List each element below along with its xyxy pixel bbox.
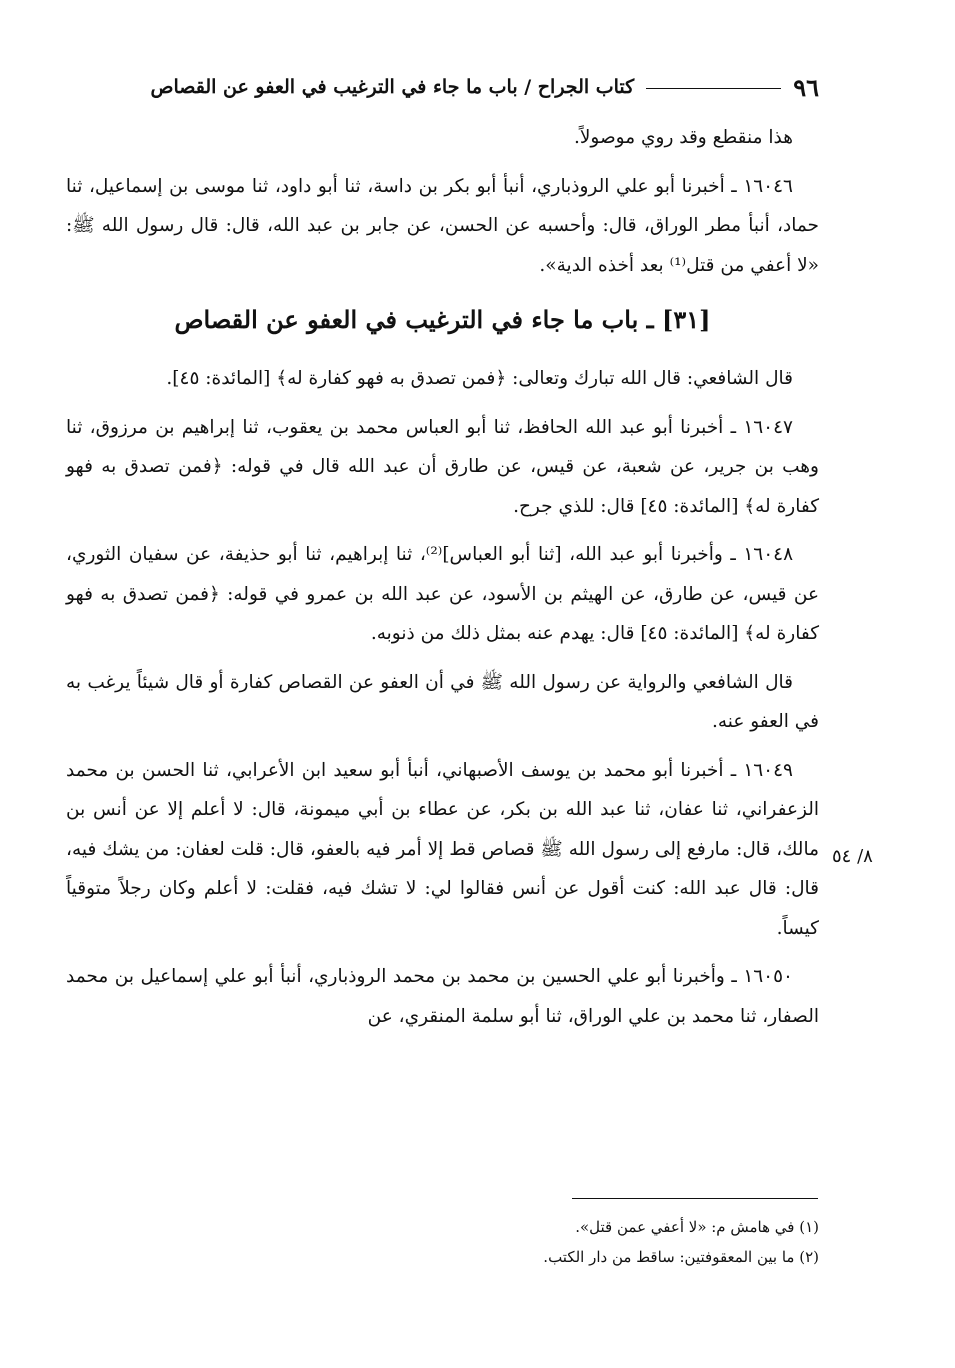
page-number: ٩٦ (793, 72, 819, 102)
footnote-rule (572, 1198, 818, 1199)
main-text (66, 118, 819, 1036)
chapter-heading: [٣١] ـ باب ما جاء في الترغيب في العفو عن القصاص (174, 305, 711, 334)
paragraph-1: هذا منقطع وقد روي موصولاً. (573, 127, 793, 148)
hadith-16046: ١٦٠٤٦ ـ أخبرنا أبو علي الروذباري، أنبأ أبو بكر بن داسة، ثنا أبو داود، ثنا موسى بن إسماعيل، ثنا حماد، أنبأ مطر الوراق، قال: وأحسبه عن الحسن، عن جابر بن عبد الله، قال: قال رسول الله ﷺ: «لا أعفي من قتل⁽¹⁾ بعد أخذه الدية». (66, 175, 819, 276)
shafii-quote-2: قال الشافعي والرواية عن رسول الله ﷺ في أن العفو عن القصاص كفارة أو قال شيئاً يرغب به في العفو عنه. (66, 671, 819, 732)
shafii-quote-1: قال الشافعي: قال الله تبارك وتعالى: ﴿فمن تصدق به فهو كفارة له﴾ [المائدة: ٤٥]. (166, 368, 793, 389)
margin-reference: ٨/ ٥٤ (832, 846, 873, 867)
hadith-16047: ١٦٠٤٧ ـ أخبرنا أبو عبد الله الحافظ، ثنا أبو العباس محمد بن يعقوب، ثنا إبراهيم بن مرزوق، ثنا وهب بن جرير، عن شعبة، عن قيس، عن طارق أن عبد الله قال في قوله: ﴿فمن تصدق به فهو كفارة له﴾ [المائدة: ٤٥] قال: للذي جرح. (66, 416, 819, 517)
hadith-16050: ١٦٠٥٠ ـ وأخبرنا أبو علي الحسين بن محمد بن محمد الروذباري، أنبأ أبو علي إسماعيل بن محمد الصفار، ثنا محمد بن علي الوراق، ثنا أبو سلمة المنقري، عن (66, 966, 819, 1027)
header-rule (646, 88, 781, 89)
footnotes (300, 1212, 819, 1272)
hadith-16048: ١٦٠٤٨ ـ وأخبرنا أبو عبد الله، [ثنا أبو العباس]⁽²⁾، ثنا إبراهيم، ثنا أبو حذيفة، عن سفيان الثوري، عن قيس، عن طارق، عن الهيثم بن الأسود، عن عبد الله بن عمرو في قوله: ﴿فمن تصدق به فهو كفارة له﴾ [المائدة: ٤٥] قال: يهدم عنه بمثل ذلك من ذنوبه. (66, 544, 819, 644)
hadith-16049: ١٦٠٤٩ ـ أخبرنا أبو محمد بن يوسف الأصبهاني، أنبأ أبو سعيد ابن الأعرابي، ثنا الحسن بن محمد الزعفراني، ثنا عفان، ثنا عبد الله بن بكر، عن عطاء بن أبي ميمونة، قال: لا أعلم إلا عن أنس بن مالك، قال: مارفع إلى رسول الله ﷺ قصاص قط إلا أمر فيه بالعفو، قال: قلت لعفان: من يشك فيه، قال: قال عبد الله: كنت أقول عن أنس فقالوا لي: لا تشك فيه، فقلت: لا أعلم وكان رجلاً متوقياً كيساً. (66, 759, 819, 939)
running-title: كتاب الجراح / باب ما جاء في الترغيب في العفو عن القصاص (150, 76, 635, 98)
footnote-2: (٢) ما بين المعقوفتين: ساقط من دار الكتب. (543, 1248, 819, 1266)
page-header (66, 70, 819, 104)
footnote-1: (١) في هامش م: «لا أعفي عمن قتل». (575, 1218, 819, 1236)
